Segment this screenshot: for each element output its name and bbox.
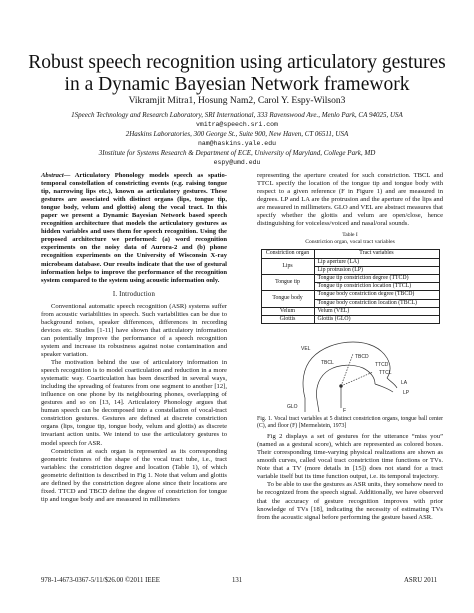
author-list: Vikramjit Mitra1, Hosung Nam2, Carol Y. Espy-Wilson3 [128,96,346,106]
tract-variables-table [261,249,440,324]
intro-paragraph-1: Conventional automatic speech recognition (ASR) systems suffer from acoustic variabilities in speech. Such variabilities can be due to background noises, speaker differences, differences in recording devices etc. Studies [1-11] have shown that articulatory information can potentially improve the performance of a speech recognition system and increase its robustness against noise contamination and speaker variation. [41,302,227,358]
figure-label-la: LA [401,380,408,387]
figure-label-glo: GLO [287,404,298,411]
figure-label-ttcl: TTCL [379,370,392,377]
table-cell-organ: Glottis [261,315,314,323]
figure-label-vel: VEL [301,346,311,353]
figure-label-tbcl: TBCL [321,360,334,367]
table-cell-organ: Velum [261,307,314,315]
footer-venue: ASRU 2011 [404,577,438,584]
affiliation-1 [20,111,454,129]
table-caption-label: Table I [342,232,358,239]
affiliation-1-text: 1Speech Technology and Research Laboratory, SRI International, 333 Ravenswood Ave., Menlo Park, CA 94025, USA [71,111,403,119]
lips-outline [375,378,397,392]
footer-copyright: 978-1-4673-0367-5/11/$26.00 ©2011 IEEE [41,577,160,584]
intro-paragraph-2: The motivation behind the use of articulatory information in speech recognition is to model coarticulation and reduction in a more systematic way. Coarticulation has been described in several ways, including the spreading of features from one segment to another [12], influence on one phone by its neighbouring phones, overlapping of gestures and so on [13, 14]. Articulatory Phonology argues that human speech can be decomposed into a constellation of vocal-tract constriction gestures. Gestures are defined at discrete constriction organs (lips, tongue tip, tongue body, velum and glottis) as discrete invariant action units. We intend to use the articulatory gestures to model speech for ASR. [41,359,227,447]
right-paragraph-1: Fig 2 displays a set of gestures for the utterance “miss you” (named as a gestural score), which are represented as colored boxes. Their corresponding time-varying physical realizations are shown as smooth curves, called vocal tract constriction time functions or TVs. Note that a TV (more details in [15]) does not stand for a tract variable itself but its time function output, i.e. its temporal trajectory. [257,433,443,481]
right-column [257,172,443,522]
table-cell-organ: Tongue tip [261,274,314,290]
affiliation-3 [20,149,454,167]
table-cell-organ: Lips [261,258,314,274]
figure-label-ttcd: TTCD [375,362,389,369]
affiliation-2-email[interactable]: nam@haskins.yale.edu [197,140,276,147]
figure-label-tbcd: TBCD [355,354,369,361]
affiliation-3-email[interactable]: espy@umd.edu [213,159,261,166]
paper-title [20,52,454,96]
abstract [41,172,227,285]
table-cell-var: Tongue tip constriction degree (TTCD) [314,274,439,282]
table-cell-var: Tongue body constriction location (TBCL) [314,299,439,307]
table-cell-var: Tongue body constriction degree (TBCD) [314,291,439,299]
table-row [261,274,439,282]
table-header-row [261,250,439,258]
vocal-tract-diagram [257,328,443,414]
intro-paragraph-3: Constriction at each organ is represented as its corresponding geometric features of the shape of the vocal tract tube, i.e., tract variables: the constriction degree and location (Table 1), of which geometric definition is described in Fig 1. Note that velum and glottis are defined by the constriction degree alone since their locations are fixed. TTCD and TBCD define the degree of constriction for tongue tip and tongue body and are measured in millimeters [41,447,227,503]
table-caption-text: Constriction organ, vocal tract variables [305,239,395,246]
section-heading-introduction: I. Introduction [112,290,156,298]
abstract-lead: Abstract— [41,172,71,179]
table-caption [257,232,443,246]
table-header-vars: Tract variables [314,250,439,258]
title-line-2: in a Dynamic Bayesian Network framework [64,74,410,95]
figure-label-lp: LP [403,390,410,397]
right-paragraph-2: To be able to use the gestures as ASR units, they somehow need to be recognized from the speech signal. Additionally, we have observed that the accuracy of gesture recognition improves with prior knowledge of TVs [18], indicating the necessity of estimating TVs from the acoustic signal before performing the gesture based ASR. [257,481,443,521]
right-intro-paragraph: representing the aperture created for such constriction. TBCL and TTCL specify the location of the tongue tip and tongue body with respect to a given reference (F in Figure 1) and are measured in degrees. LP and LA are the protrusion and the aperture of the lips and are measured in millimeters. GLO and VEL are abstract measures that specify whether the glottis and velum are open/close, hence distinguishing for voiceless/voiced and nasal/oral sounds. [257,172,443,228]
tongue-outline [317,365,376,400]
figure-label-f: F [343,408,347,415]
table-header-organ: Constriction organ [261,250,314,258]
footer-page-number: 131 [232,577,243,584]
pharynx-outline [305,398,319,412]
table-cell-var: Velum (VEL) [314,307,439,315]
table-cell-var: Lip aperture (LA) [314,258,439,266]
affiliation-3-text: 3Institute for Systems Research & Department of ECE, University of Maryland, College Park, MD [98,149,376,157]
affiliation-1-email[interactable]: vmitra@speech.sri.com [196,121,278,128]
table-row [261,307,439,315]
figure-caption: Fig. 1. Vocal tract variables at 5 distinct constriction organs, tongue ball center (C), and floor (F) [Mermelstein, 1973] [257,416,443,430]
table-cell-var: Lip protrusion (LP) [314,266,439,274]
abstract-text: Articulatory Phonology models speech as spatio-temporal constellation of constricting events (e.g. raising tongue tip, narrowing lips etc.), known as articulatory gestures. These gestures are associated with distinct organs (lips, tongue tip, tongue body, velum and glottis) along the vocal tract. In this paper we present a Dynamic Bayesian Network based speech recognition architecture that models the articulatory gestures as hidden variables and uses them for speech recognition. Using the proposed architecture we performed: (a) word recognition experiments on the noisy data of Aurora-2 and (b) phone recognition experiments on the University of Wisconsin X-ray microbeam database. Our results indicate that the use of gestural information helps to improve the performance of the recognition system compared to the system using acoustic information only. [41,172,227,284]
table-cell-var: Tongue tip constriction location (TTCL) [314,283,439,291]
table-cell-organ: Tongue body [261,291,314,307]
table-row [261,291,439,299]
table-row [261,258,439,266]
left-column [41,172,227,504]
palate-outline [303,342,390,398]
vocal-tract-figure [257,328,443,414]
table-cell-var: Glottis (GLO) [314,315,439,323]
affiliation-2-text: 2Haskins Laboratories, 300 George St., Suite 900, New Haven, CT 06511, USA [125,130,349,138]
ttcd-line [341,372,373,386]
table-row [261,315,439,323]
affiliation-2 [20,130,454,148]
title-line-1: Robust speech recognition using articulatory gestures [28,52,446,73]
